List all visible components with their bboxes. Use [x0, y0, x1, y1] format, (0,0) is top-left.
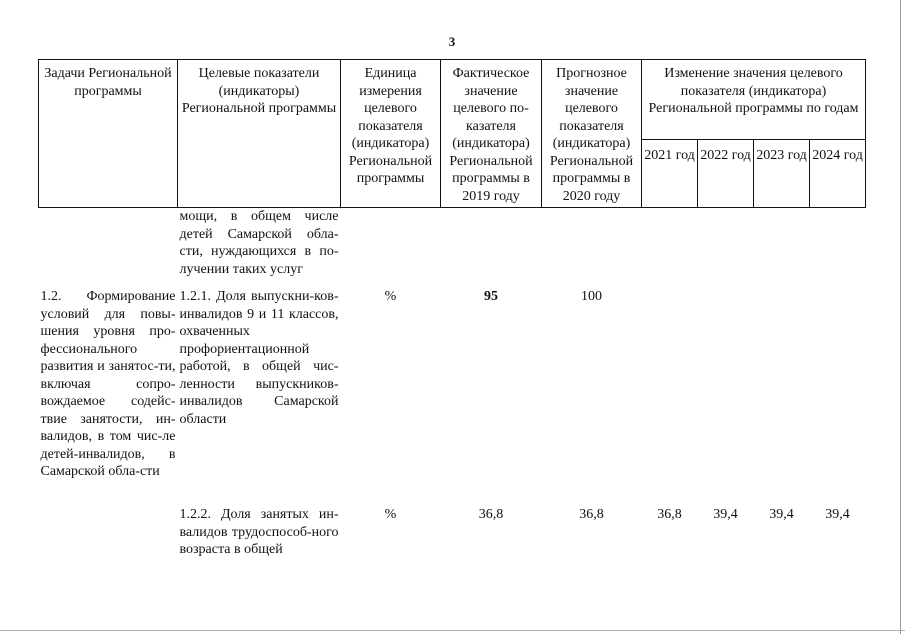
- cell-2023: 39,4: [769, 507, 794, 522]
- cell-2022: [698, 288, 754, 506]
- header-year-2022: 2022 год: [698, 140, 754, 208]
- table-row: [39, 288, 866, 506]
- cell-2021: 36,8: [657, 507, 682, 522]
- cell-2024: [810, 288, 866, 506]
- cell-indicator: мощи, в общем числе детей Самарской обла-сти, нуждающихся в по-лучении таких услуг: [179, 209, 339, 277]
- cell-2021: [642, 288, 698, 506]
- cell-2023: [754, 208, 810, 289]
- cell-task: [39, 506, 178, 559]
- header-actual-2019: Фактическое значение целевого по-казателя (индикатора) Региональной программы в 2019 году: [441, 60, 542, 208]
- table-row: [39, 506, 866, 559]
- cell-indicator: 1.2.1. Доля выпускни-ков-инвалидов 9 и 11 классов, охваченных профориентационной работой, в общей чис-ленности выпускников-инвалидов Самарской области: [179, 289, 339, 427]
- indicators-table: [38, 59, 866, 559]
- header-change-by-years: Изменение значения целевого показателя (индикатора) Региональной программы по годам: [642, 60, 866, 140]
- cell-2022: 39,4: [713, 507, 738, 522]
- page-number: 3: [448, 34, 456, 49]
- cell-unit: %: [384, 289, 397, 304]
- cell-forecast: [542, 208, 642, 289]
- cell-forecast: 100: [581, 289, 602, 304]
- cell-2022: [698, 208, 754, 289]
- header-year-2021: 2021 год: [642, 140, 698, 208]
- table-row: [39, 208, 866, 289]
- scan-edge-bottom: [0, 630, 905, 631]
- header-year-2024: 2024 год: [810, 140, 866, 208]
- table-header: [39, 60, 866, 208]
- cell-forecast: 36,8: [579, 507, 604, 522]
- cell-2021: [642, 208, 698, 289]
- cell-indicator: 1.2.2. Доля занятых ин-валидов трудоспособ-ного возраста в общей: [179, 507, 339, 557]
- cell-2024: [810, 208, 866, 289]
- header-indicators: Целевые показатели (индикаторы) Региональной программы: [178, 60, 341, 208]
- cell-actual: 95: [484, 289, 498, 304]
- cell-actual: 36,8: [478, 507, 504, 522]
- cell-unit: %: [384, 507, 397, 522]
- cell-2023: [754, 288, 810, 506]
- cell-task: [39, 208, 178, 289]
- header-tasks: Задачи Региональной программы: [39, 60, 178, 208]
- cell-unit: [341, 208, 441, 289]
- cell-2024: 39,4: [825, 507, 850, 522]
- cell-task: 1.2. Формирование условий для повы-шения уровня про-фессионального развития и занятос-ти, включая сопро-вождаемое содейс-твие занятости, ин-валидов, в том чис-ле детей-инвалидов, в Самарской обла-сти: [40, 289, 176, 479]
- table-body: [39, 208, 866, 559]
- cell-actual: [441, 208, 542, 289]
- header-unit: Единица измерения целевого показателя (индикатора) Региональной программы: [341, 60, 441, 208]
- header-year-2023: 2023 год: [754, 140, 810, 208]
- header-forecast-2020: Прогнозное значение целевого показателя (индикатора) Региональной программы в 2020 году: [542, 60, 642, 208]
- scan-edge-right: [900, 0, 901, 634]
